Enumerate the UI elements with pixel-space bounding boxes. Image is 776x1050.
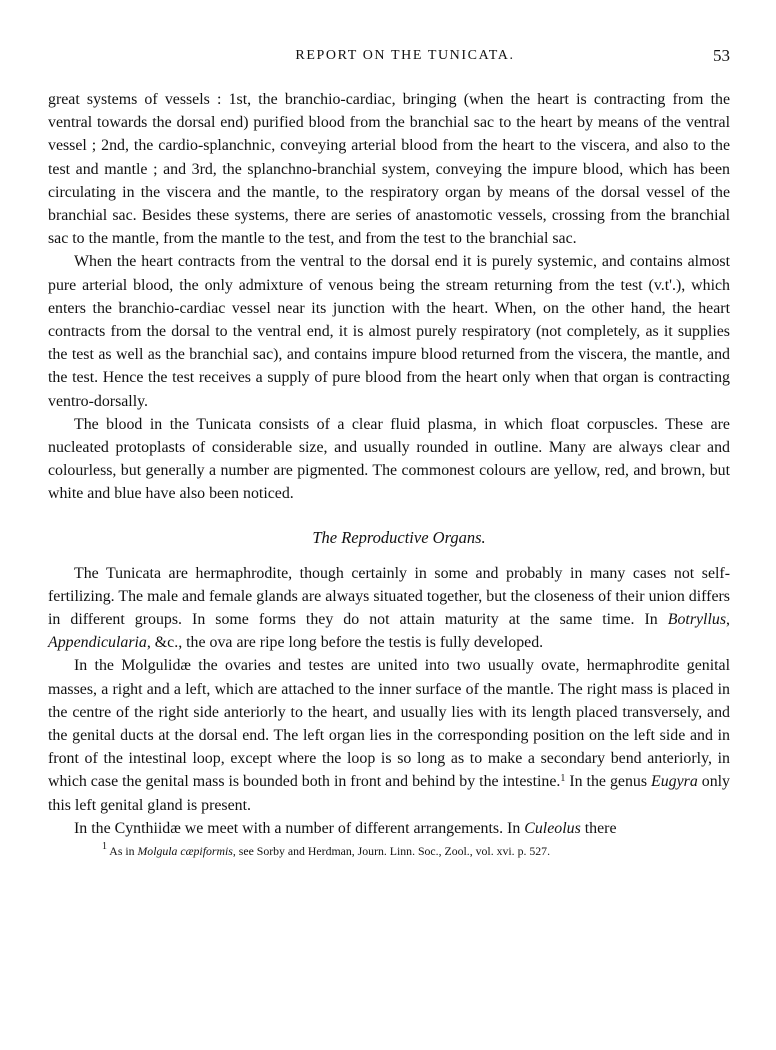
running-title: REPORT ON THE TUNICATA.: [295, 48, 515, 63]
text-run: , &c., the ova are ripe long before the testis is fully developed.: [146, 634, 544, 652]
text-run: In the Molgulidæ the ovaries and testes are united into two usually ovate, hermaphrodite genital masses, a right and a left, which are attached to the inner surface of the mantle. The right mass is placed in the centre of the right side anteriorly to the heart, and usually lies with its length placed transversely, and the genital ducts at the dorsal end. The left organ lies in the corresponding position on the left side and in front of the intestinal loop, except where the loop is so long as to make a secondary bend anteriorly, in which case the genital mass is bounded both in front and behind by the intestine.: [48, 657, 730, 791]
paragraph-molgulidae: [48, 654, 730, 816]
body-text: [48, 88, 730, 859]
paragraph-hermaphrodite: [48, 562, 730, 655]
text-run: only this left genital gland is present.: [48, 773, 731, 814]
footnote-mark: 1: [102, 841, 107, 853]
page-header: [48, 42, 730, 72]
footnote-text: As in: [107, 844, 138, 859]
genus-appendicularia: Appendicularia: [48, 634, 147, 652]
paragraph-heart-contraction: When the heart contracts from the ventral to the dorsal end it is purely systemic, and contains almost pure arterial blood, the only admixture of venous being the stream returning from the test (v.t'.), which enters the branchio-cardiac vessel near its junction with the heart. When, on the other hand, the heart contracts from the dorsal to the ventral end, it is almost purely respiratory (not completely, as it supplies the test as well as the branchial sac), and contains impure blood returned from the viscera, the mantle, and the test. Hence the test receives a supply of pure blood from the heart only when that organ is contracting ventro-dorsally.: [48, 253, 730, 410]
section-heading: The Reproductive Organs.: [312, 527, 486, 547]
document-page: [48, 42, 730, 859]
page-number: 53: [713, 46, 730, 65]
footnote-species: Molgula cæpiformis: [137, 844, 233, 859]
genus-botryllus: Botryllus: [667, 611, 727, 629]
text-run: In the Cynthiidæ we meet with a number of different arrangements. In: [74, 819, 525, 837]
text-run: there: [580, 819, 617, 837]
genus-culeolus: Culeolus: [524, 819, 581, 837]
text-run: The Tunicata are hermaphrodite, though certainly in some and probably in many cases not self-fertilizing. The male and female glands are always situated together, but the closeness of their union differs in different groups. In some forms they do not attain maturity at the same time. In: [48, 564, 730, 629]
footnote: [48, 841, 730, 859]
paragraph-blood: The blood in the Tunicata consists of a clear fluid plasma, in which float corpuscles. These are nucleated protoplasts of considerable size, and usually rounded in outline. Many are always clear and colourless, but generally a number are pigmented. The commonest colours are yellow, red, and brown, but white and blue have also been noticed.: [48, 415, 730, 503]
paragraph-cynthiidae: [48, 817, 730, 840]
text-run: In the genus: [565, 773, 651, 791]
paragraph-vessel-systems: great systems of vessels : 1st, the branchio-cardiac, bringing (when the heart is contracting from the ventral towards the dorsal end) purified blood from the branchial sac to the heart by means of the ventral vessel ; 2nd, the cardio-splanchnic, conveying arterial blood from the heart to the viscera, and also to the test and mantle ; and 3rd, the splanchno-branchial system, conveying the impure blood, which has been circulating in the viscera and the mantle, to the respiratory organ by means of the dorsal vessel of the branchial sac. Besides these systems, there are series of anastomotic vessels, crossing from the branchial sac to the mantle, from the mantle to the test, and from the test to the branchial sac.: [48, 91, 730, 248]
genus-eugyra: Eugyra: [651, 773, 698, 791]
footnote-reference: 1: [560, 773, 566, 785]
footnote-text: , see Sorby and Herdman, Journ. Linn. Soc., Zool., vol. xvi. p. 527.: [232, 844, 551, 859]
text-run: ,: [726, 611, 730, 629]
